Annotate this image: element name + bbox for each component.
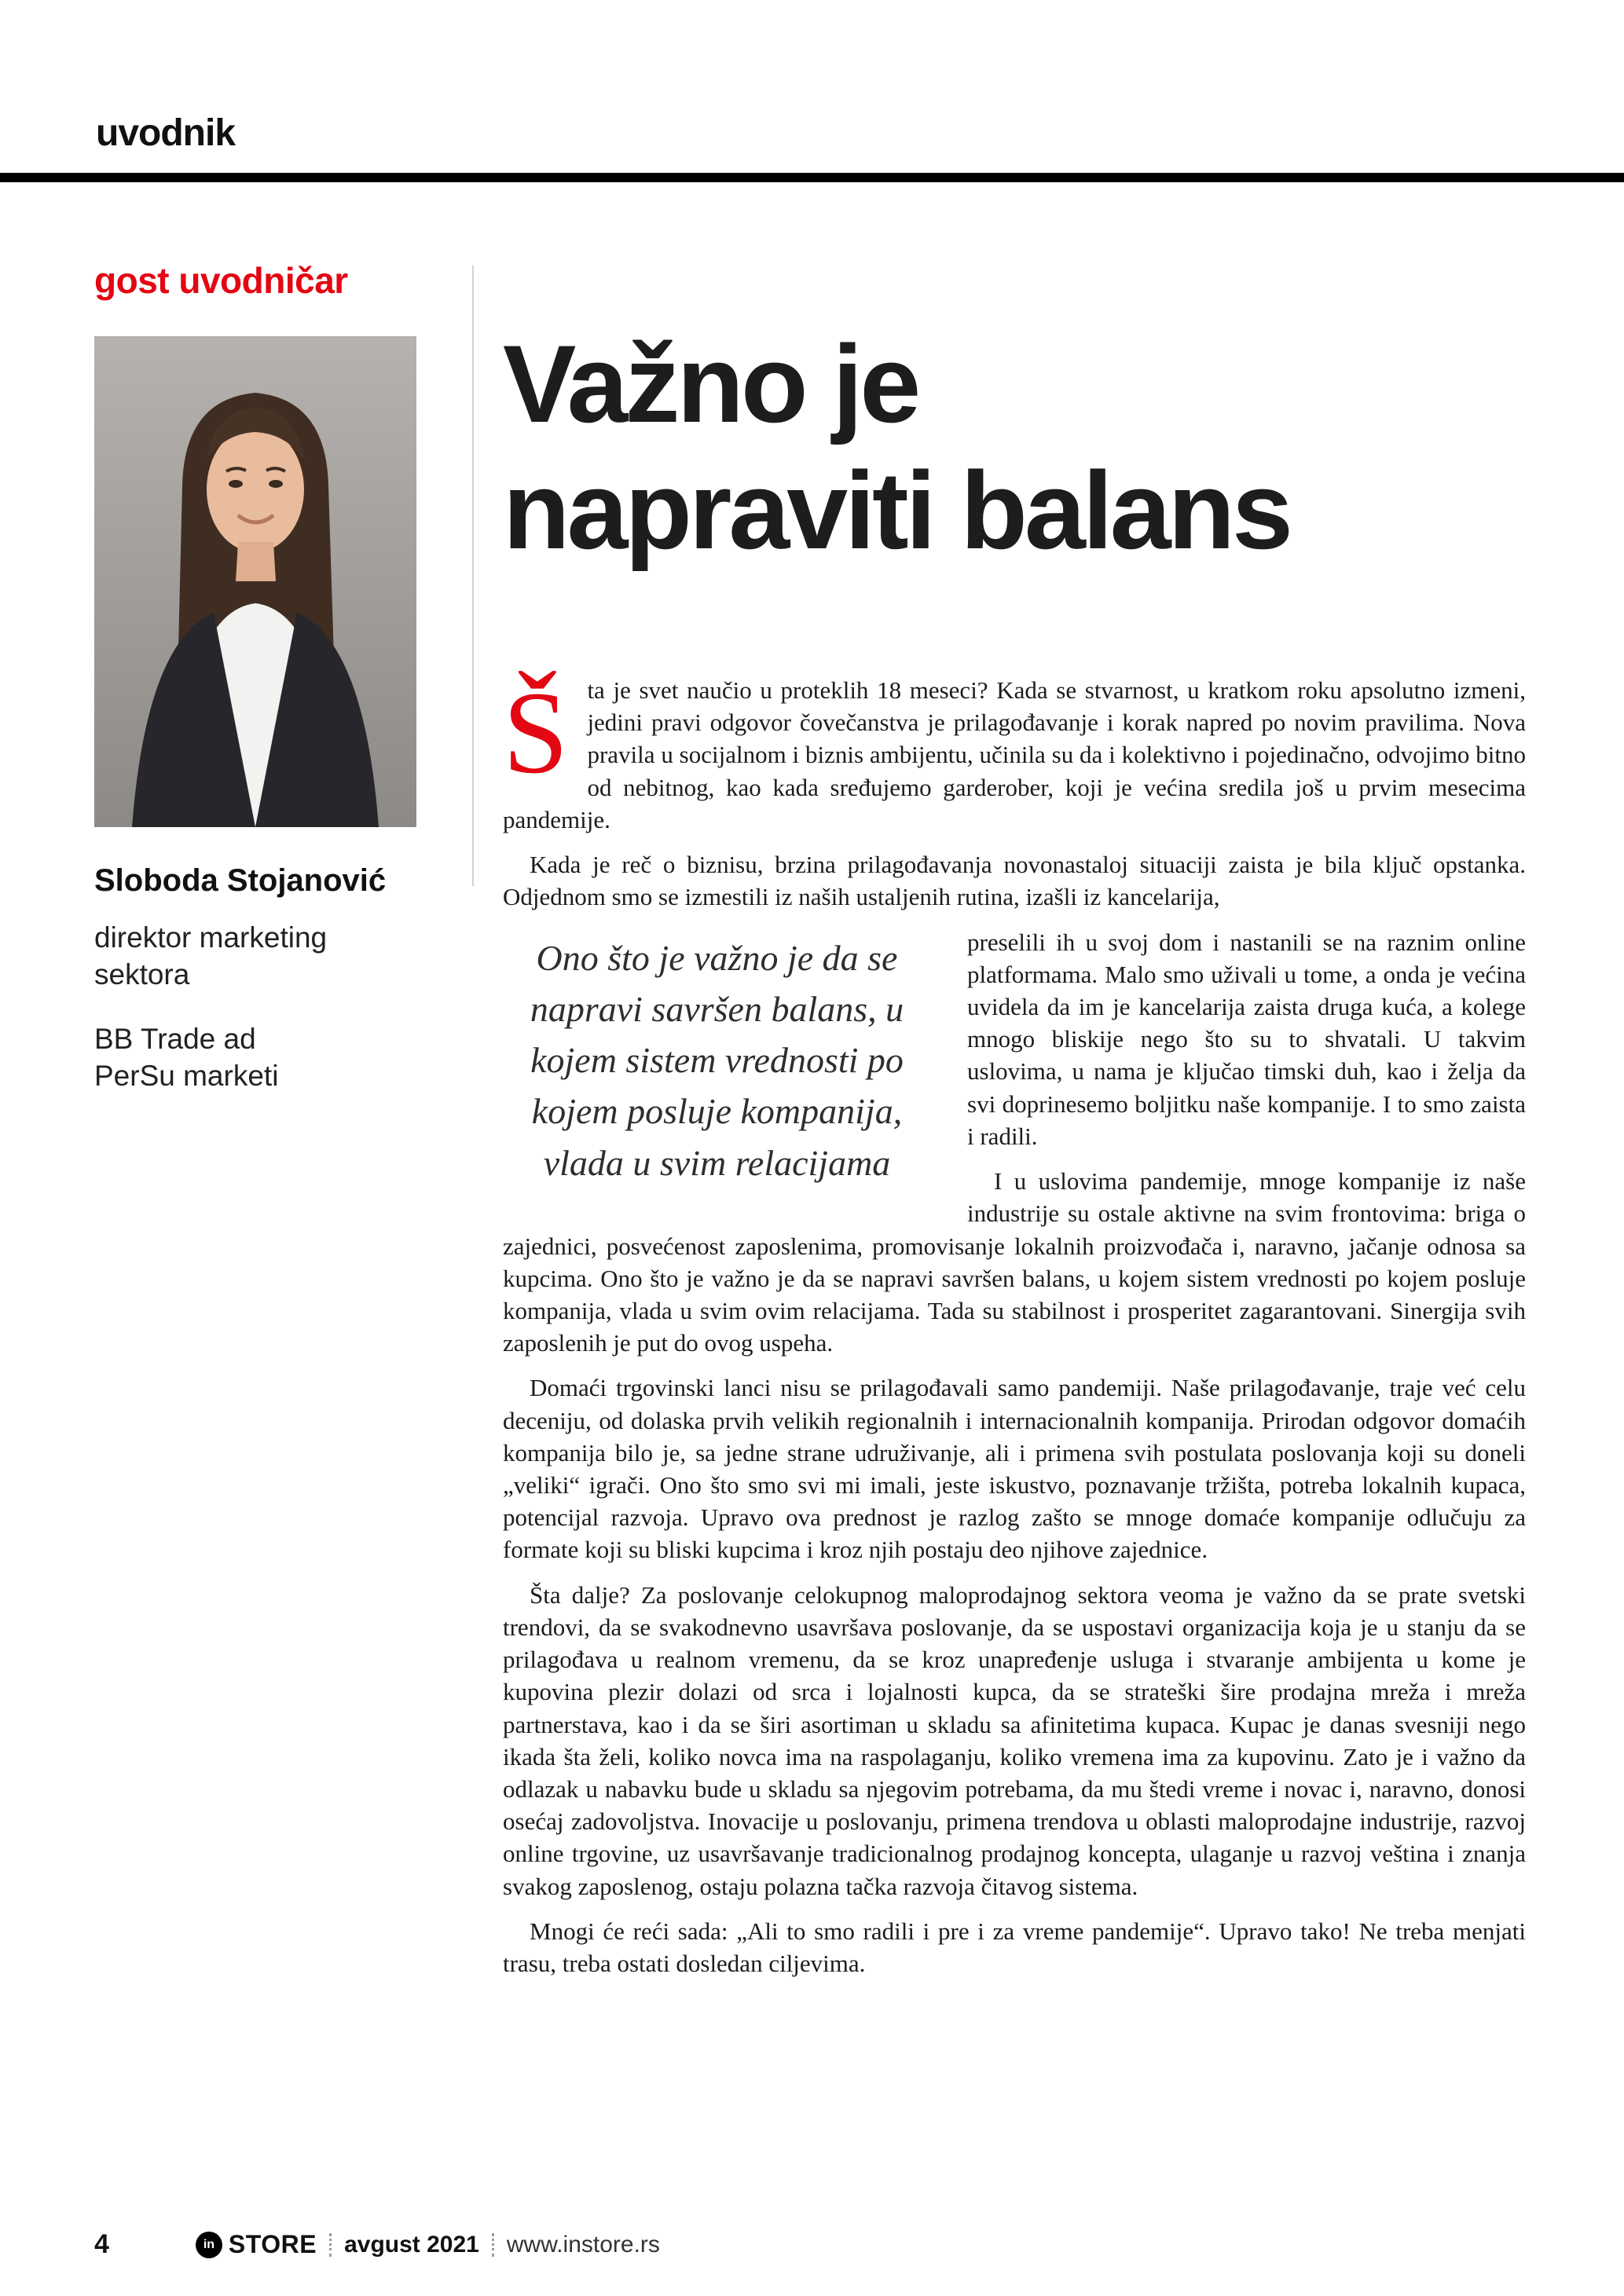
author-name: Sloboda Stojanović bbox=[94, 863, 387, 898]
page-number: 4 bbox=[94, 2229, 109, 2259]
footer-date: avgust 2021 bbox=[344, 2231, 479, 2258]
drop-cap: Š bbox=[503, 668, 569, 798]
footer-website: www.instore.rs bbox=[506, 2231, 660, 2258]
paragraph-2-intro bbox=[503, 848, 1526, 913]
paragraph-2-continued-text: preselili ih u svoj dom i nastanili se na raznim online platformama. Malo smo uživali u tome, a onda je većina uvidela da im je kancelarija zaista druga kuća, a kolege mnogo bliskije nego što su to shvatali. U takvim uslovima, u nama je ključao timski duh, kao i želja da svi doprinesemo boljitku naše kompanije. I to smo zaista i radili. bbox=[967, 928, 1526, 1150]
paragraph-6-text: Mnogi će reći sada: „Ali to smo radili i pre i za vreme pandemije“. Upravo tako! Ne treba menjati trasu, treba ostati dosledan ciljevima. bbox=[503, 1917, 1526, 1978]
page-footer bbox=[94, 2229, 1530, 2260]
portrait-illustration bbox=[94, 336, 416, 827]
article bbox=[503, 320, 1526, 1992]
article-title-line1: Važno je bbox=[503, 322, 918, 445]
kicker-label: gost uvodničar bbox=[94, 260, 348, 301]
author-role-line2: sektora bbox=[94, 958, 190, 991]
author-sidebar bbox=[94, 259, 416, 1094]
portrait-photo bbox=[94, 336, 416, 827]
author-organization bbox=[94, 1020, 416, 1095]
paragraph-3-text: I u uslovima pandemije, mnoge kompanije iz naše industrije su ostale aktivne na svim frontovima: briga o zajednici, posvećenost zaposlenima, promovisanje lokalnih proizvođača i, naravno, jačanje odnosa sa kupcima. Ono što je važno je da se napravi savršen balans, u kojem sistem vrednosti po kojem posluje kompanija, vlada u svim ovim relacijama. Tada su stabilnost i prosperitet zagarantovani. Sinergija svih zaposlenih je put do ovog uspeha. bbox=[503, 1167, 1526, 1357]
store-logo bbox=[196, 2230, 317, 2259]
paragraph-1 bbox=[503, 668, 1526, 836]
article-title bbox=[503, 320, 1526, 573]
quote-flow-section bbox=[503, 926, 1526, 1372]
masthead-rule bbox=[0, 173, 1624, 182]
store-logo-icon: in bbox=[196, 2232, 222, 2258]
paragraph-6 bbox=[503, 1915, 1526, 1979]
author-org-line2: PerSu marketi bbox=[94, 1060, 279, 1093]
paragraph-5-text: Šta dalje? Za poslovanje celokupnog maloprodajnog sektora veoma je važno da se prate svetski trendovi, da se svakodnevno usavršava poslovanje, da se uspostavi organizacija koja je u stanju da se prilagođava u realnom vremenu, da se kroz unapređenje usluga i stvaranje ambijenta u kome je kupovina plezir dolazi od srca i lojalnosti kupca, da se strateški šire prodajna mreža i mreža partnerstava, kao i da se širi asortiman u skladu sa afinitetima kupaca. Kupac je danas svesniji nego ikada šta želi, koliko novca ima na raspolaganju, koliko vremena ima za kupovinu. Zato je i važno da odlazak u nabavku bude u skladu sa njegovim potrebama, da mu štedi vreme i novac i, naravno, donosi osećaj zadovoljstva. Inovacije u poslovanju, primena trendova u oblasti maloprodajne industrije, razvoj online trgovine, uz usavršavanje tradicionalnog prodajnog koncepta, ulaganje u razvoj veština i znanja svakog zaposlenog, ostaju polazna tačka razvoja čitavog sistema. bbox=[503, 1580, 1526, 1900]
paragraph-5 bbox=[503, 1579, 1526, 1902]
footer-separator bbox=[492, 2233, 494, 2257]
paragraph-4-text: Domaći trgovinski lanci nisu se prilagođavali samo pandemiji. Naše prilagođavanje, traje već celu deceniju, od dolaska prvih velikih regionalnih i internacionalnih kompanija. Prirodan odgovor domaćih kompanija bilo je, sa jedne strane udruživanje, ali i primena svih postulata poslovanja koji su doneli „veliki“ igrači. Ono što smo svi mi imali, jeste iskustvo, poznavanje tržišta, potreba lokalnih kupaca, potencijal razvoja. Upravo ova prednost je razlog zašto se mnoge domaće kompanije odlučuju za formate koji su bliski kupcima i kroz njih postaju deo njihove zajednice. bbox=[503, 1374, 1526, 1564]
author-role bbox=[94, 919, 416, 994]
paragraph-3 bbox=[503, 1165, 1526, 1359]
pull-quote: Ono što je važno je da se napravi savršen balans, u kojem sistem vrednosti po kojem posluje kompanija, vlada u svim relacijama bbox=[530, 937, 904, 1183]
paragraph-4 bbox=[503, 1371, 1526, 1565]
article-title-line2: napraviti balans bbox=[503, 449, 1290, 572]
paragraph-1-text: ta je svet naučio u proteklih 18 meseci? Kada se stvarnost, u kratkom roku apsolutno izmeni, jedini pravi odgovor čovečanstva je prilagođavanje i korak napred po novim pravilima. Nova pravila u socijalnom i biznis ambijentu, učinila su da i kolektivno i pojedinačno, odvojimo bitno od nebitnog, kao kada sređujemo garderober, koji je većina sredila još u prvim mesecima pandemije. bbox=[503, 676, 1526, 833]
column-divider bbox=[472, 265, 474, 886]
paragraph-2-intro-text: Kada je reč o biznisu, brzina prilagođavanja novonastaloj situaciji zaista je bila ključ opstanka. Odjednom smo se izmestili iz naših ustaljenih rutina, izašli iz kancelarija, bbox=[503, 851, 1526, 911]
author-role-line1: direktor marketing bbox=[94, 921, 328, 954]
article-body bbox=[503, 668, 1526, 1979]
author-org-line1: BB Trade ad bbox=[94, 1022, 256, 1055]
section-label: uvodnik bbox=[96, 112, 236, 154]
footer-separator bbox=[329, 2233, 332, 2257]
store-logo-text: STORE bbox=[228, 2230, 317, 2258]
